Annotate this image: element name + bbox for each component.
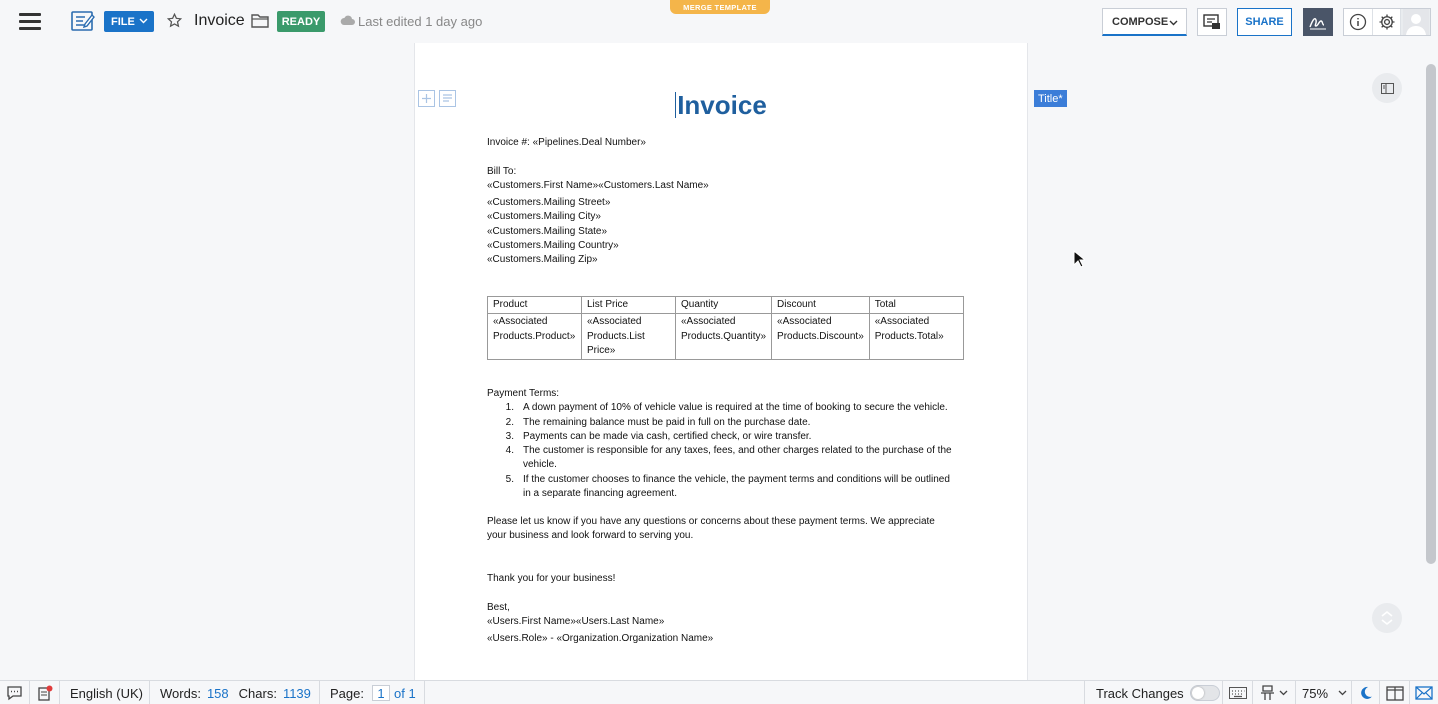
bill-to-line: «Customers.First Name»«Customers.Last Name» [487, 180, 709, 191]
status-bar [0, 680, 1438, 704]
settings-button[interactable] [1373, 9, 1402, 35]
sign-button[interactable] [1303, 8, 1333, 36]
language-label: English (UK) [70, 685, 143, 701]
signature-icon [1309, 14, 1327, 30]
compose-label: COMPOSE [1112, 15, 1169, 28]
thanks-line: Thank you for your business! [487, 573, 616, 584]
document-name[interactable]: Invoice [194, 12, 245, 29]
gear-icon [1378, 13, 1396, 31]
moon-icon [1359, 686, 1373, 700]
scroll-navigate-button[interactable] [1372, 603, 1402, 633]
table-cell: «Associated Products.Product» [488, 314, 582, 360]
star-icon[interactable] [167, 13, 182, 28]
invoice-title[interactable] [415, 90, 1027, 121]
chevron-down-icon [1338, 690, 1347, 696]
table-row [488, 314, 964, 360]
table-cell: «Associated Products.List Price» [582, 314, 676, 360]
signature-role: «Users.Role» - «Organization.Organization Name» [487, 633, 714, 644]
invoice-number: Invoice #: «Pipelines.Deal Number» [487, 137, 646, 148]
chevron-down-icon [1169, 20, 1178, 26]
style-tag[interactable]: Title* [1034, 90, 1067, 107]
preview-icon [1203, 14, 1221, 30]
bill-to-line: «Customers.Mailing State» [487, 226, 608, 237]
payment-terms-list [487, 401, 957, 501]
list-item: 5. If the customer chooses to finance the vehicle, the payment terms and conditions will be outlined in a separate financing agreement. [505, 473, 950, 500]
merge-template-tab[interactable]: MERGE TEMPLATE [670, 0, 770, 14]
table-header: Product [488, 297, 582, 314]
bill-to-line: «Customers.Mailing City» [487, 211, 601, 222]
vertical-scrollbar[interactable] [1426, 64, 1436, 564]
comments-button[interactable] [0, 681, 30, 704]
bill-to-line: «Customers.Mailing Country» [487, 240, 619, 251]
chevron-down-icon [1279, 690, 1288, 696]
bill-to-label: Bill To: [487, 166, 517, 177]
table-header: Discount [772, 297, 870, 314]
word-count[interactable] [150, 681, 320, 704]
page-setup-icon [1260, 685, 1275, 701]
list-item: 2. The remaining balance must be paid in full on the purchase date. [505, 416, 811, 428]
table-cell: «Associated Products.Total» [869, 314, 963, 360]
table-cell: «Associated Products.Discount» [772, 314, 870, 360]
avatar-icon [1403, 9, 1429, 35]
side-panel-button[interactable] [1372, 73, 1402, 103]
cloud-saved-icon [340, 15, 355, 26]
table-header: Quantity [676, 297, 772, 314]
folder-icon[interactable] [251, 12, 269, 28]
reading-view-button[interactable] [1380, 681, 1410, 704]
closing-paragraph: Please let us know if you have any questions or concerns about these payment terms. We appreciate your business and look forward to serving you. [487, 516, 935, 542]
page-navigator [320, 681, 425, 704]
keyboard-button[interactable] [1223, 681, 1253, 704]
list-item: 1. A down payment of 10% of vehicle value is required at the time of booking to secure the vehicle. [505, 402, 948, 414]
table-header: Total [869, 297, 963, 314]
zoom-selector[interactable] [1296, 681, 1352, 704]
list-item: 4. The customer is responsible for any taxes, fees, and other charges related to the purchase of the vehicle. [505, 445, 952, 471]
bill-to-line: «Customers.Mailing Street» [487, 197, 611, 208]
file-label: FILE [111, 15, 135, 28]
zoom-value: 75% [1302, 685, 1329, 701]
page-layout-button[interactable] [1253, 681, 1296, 704]
invoice-title-text: Invoice [677, 90, 767, 120]
dark-mode-button[interactable] [1352, 681, 1380, 704]
file-menu-button[interactable] [104, 11, 154, 32]
chevron-down-icon [139, 18, 148, 24]
signature-name: «Users.First Name»«Users.Last Name» [487, 616, 665, 627]
list-item: 3. Payments can be made via cash, certified check, or wire transfer. [505, 430, 812, 442]
table-cell: «Associated Products.Quantity» [676, 314, 772, 360]
chars-value: 1139 [282, 685, 311, 701]
payment-terms-label: Payment Terms: [487, 388, 560, 399]
feedback-button[interactable] [1410, 681, 1438, 704]
page-total: of 1 [393, 685, 416, 701]
words-label: Words: [160, 685, 201, 701]
language-selector[interactable] [60, 681, 150, 704]
book-icon [1386, 686, 1404, 701]
compose-button[interactable] [1102, 8, 1187, 36]
table-header: List Price [582, 297, 676, 314]
spellcheck-off-icon [37, 685, 53, 701]
writer-doc-icon[interactable] [71, 10, 95, 32]
comment-icon [6, 686, 23, 701]
menu-icon[interactable] [19, 13, 41, 30]
track-changes-label: Track Changes [1096, 685, 1184, 701]
bill-to-line: «Customers.Mailing Zip» [487, 254, 598, 265]
last-edited-text[interactable]: Last edited 1 day ago [358, 14, 483, 29]
words-value: 158 [206, 685, 229, 701]
status-badge[interactable]: READY [277, 11, 325, 32]
track-changes-toggle[interactable] [1190, 685, 1220, 701]
chars-label: Chars: [238, 685, 277, 701]
preview-merge-button[interactable] [1197, 8, 1227, 36]
chevron-up-down-icon [1380, 610, 1394, 626]
payment-terms [487, 387, 957, 501]
track-changes-control[interactable] [1084, 681, 1223, 704]
mail-icon [1415, 686, 1433, 700]
keyboard-icon [1229, 687, 1247, 699]
mouse-pointer-icon [1073, 250, 1085, 268]
page-input[interactable] [372, 685, 390, 701]
right-toolbar-group [1343, 8, 1431, 36]
table-header-row [488, 297, 964, 314]
page-label: Page: [330, 685, 364, 701]
info-button[interactable] [1344, 9, 1373, 35]
spellcheck-button[interactable] [30, 681, 60, 704]
products-table[interactable] [487, 296, 964, 360]
share-button[interactable]: SHARE [1237, 8, 1292, 36]
panel-icon [1381, 83, 1394, 94]
sign-off: Best, [487, 602, 510, 613]
document-page[interactable] [414, 43, 1028, 680]
top-toolbar [0, 0, 1438, 43]
info-icon [1349, 13, 1367, 31]
user-avatar[interactable] [1401, 9, 1430, 35]
